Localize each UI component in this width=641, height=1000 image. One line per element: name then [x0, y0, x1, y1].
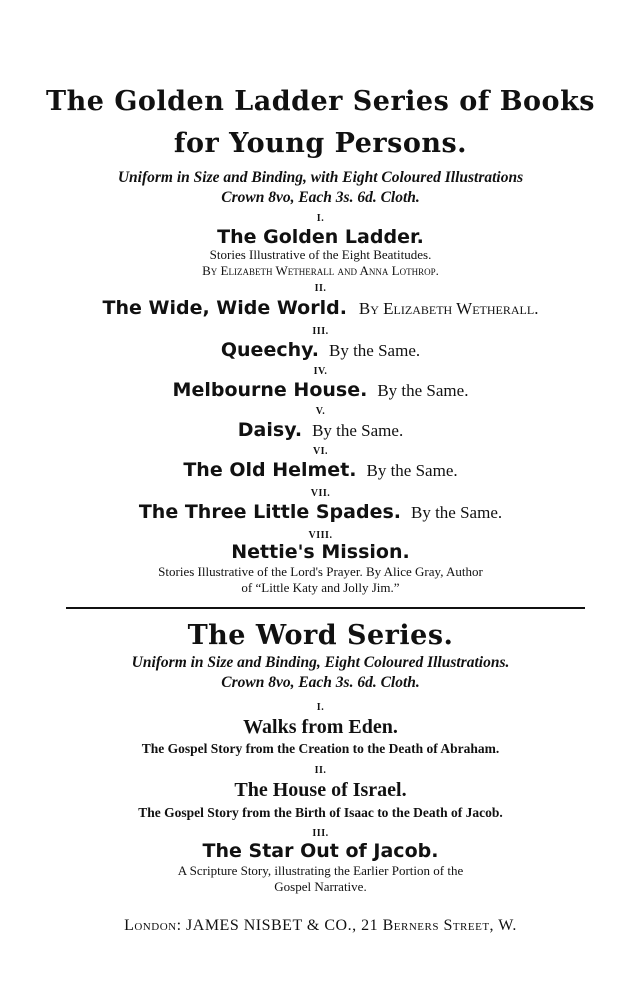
book-numeral: II.	[314, 283, 327, 294]
book-entry	[0, 299, 641, 318]
book-numeral: I.	[316, 213, 325, 224]
book-authors: By Elizabeth Wetherall and Anna Lothrop.	[202, 263, 439, 278]
series-subtitle-line2: Crown 8vo, Each 3s. 6d. Cloth.	[221, 189, 420, 206]
book-title: The Star Out of Jacob.	[202, 840, 439, 862]
book-numeral: III.	[312, 326, 329, 337]
book-description: Stories Illustrative of the Lord's Prayer. By Alice Gray, Author	[158, 564, 483, 579]
book-entry	[0, 421, 641, 440]
book-author: By the Same.	[366, 461, 458, 480]
word-series-subtitle-line2: Crown 8vo, Each 3s. 6d. Cloth.	[221, 674, 420, 691]
book-title: Daisy.	[237, 419, 303, 441]
book-title: Melbourne House.	[172, 379, 368, 401]
book-description-cont: Gospel Narrative.	[274, 879, 367, 894]
series-title-line1: The Golden Ladder Series of Books	[46, 86, 595, 117]
book-title: Queechy.	[220, 339, 319, 361]
book-title: The Three Little Spades.	[138, 501, 401, 523]
book-author: By the Same.	[312, 421, 404, 440]
word-series-subtitle-line1: Uniform in Size and Binding, Eight Coloured Illustrations.	[131, 654, 510, 671]
book-numeral: V.	[315, 406, 326, 417]
book-numeral: II.	[314, 765, 327, 776]
publisher-imprint: London: JAMES NISBET & CO., 21 Berners Street, W.	[124, 917, 517, 934]
book-title: The House of Israel.	[234, 779, 407, 801]
book-author: By the Same.	[411, 503, 503, 522]
book-title: The Old Helmet.	[183, 459, 357, 481]
book-numeral: III.	[312, 828, 329, 839]
book-author: By Elizabeth Wetherall.	[358, 299, 539, 318]
book-entry	[0, 461, 641, 480]
book-numeral: VIII.	[308, 530, 333, 541]
section-divider	[66, 607, 585, 609]
book-title: The Golden Ladder.	[217, 226, 424, 248]
book-description: Stories Illustrative of the Eight Beatitudes.	[209, 247, 432, 262]
book-entry	[0, 503, 641, 522]
book-description-cont: of “Little Katy and Jolly Jim.”	[241, 580, 400, 595]
book-author: By the Same.	[328, 341, 421, 360]
book-numeral: VII.	[310, 488, 331, 499]
book-entry	[0, 381, 641, 400]
series-title-line2: for Young Persons.	[173, 128, 468, 159]
book-numeral: IV.	[313, 366, 328, 377]
book-title: Nettie's Mission.	[231, 541, 410, 563]
book-description: The Gospel Story from the Creation to the Death of Abraham.	[141, 741, 500, 756]
book-title: Walks from Eden.	[243, 716, 398, 738]
series-subtitle-line1: Uniform in Size and Binding, with Eight Coloured Illustrations	[117, 169, 524, 186]
word-series-title: The Word Series.	[187, 620, 454, 651]
book-numeral: I.	[316, 702, 325, 713]
book-author: By the Same.	[377, 381, 469, 400]
book-description: A Scripture Story, illustrating the Earlier Portion of the	[177, 863, 464, 878]
book-description: The Gospel Story from the Birth of Isaac to the Death of Jacob.	[138, 805, 503, 820]
book-entry	[0, 341, 641, 360]
book-numeral: VI.	[312, 446, 329, 457]
book-title: The Wide, Wide World.	[102, 297, 347, 319]
